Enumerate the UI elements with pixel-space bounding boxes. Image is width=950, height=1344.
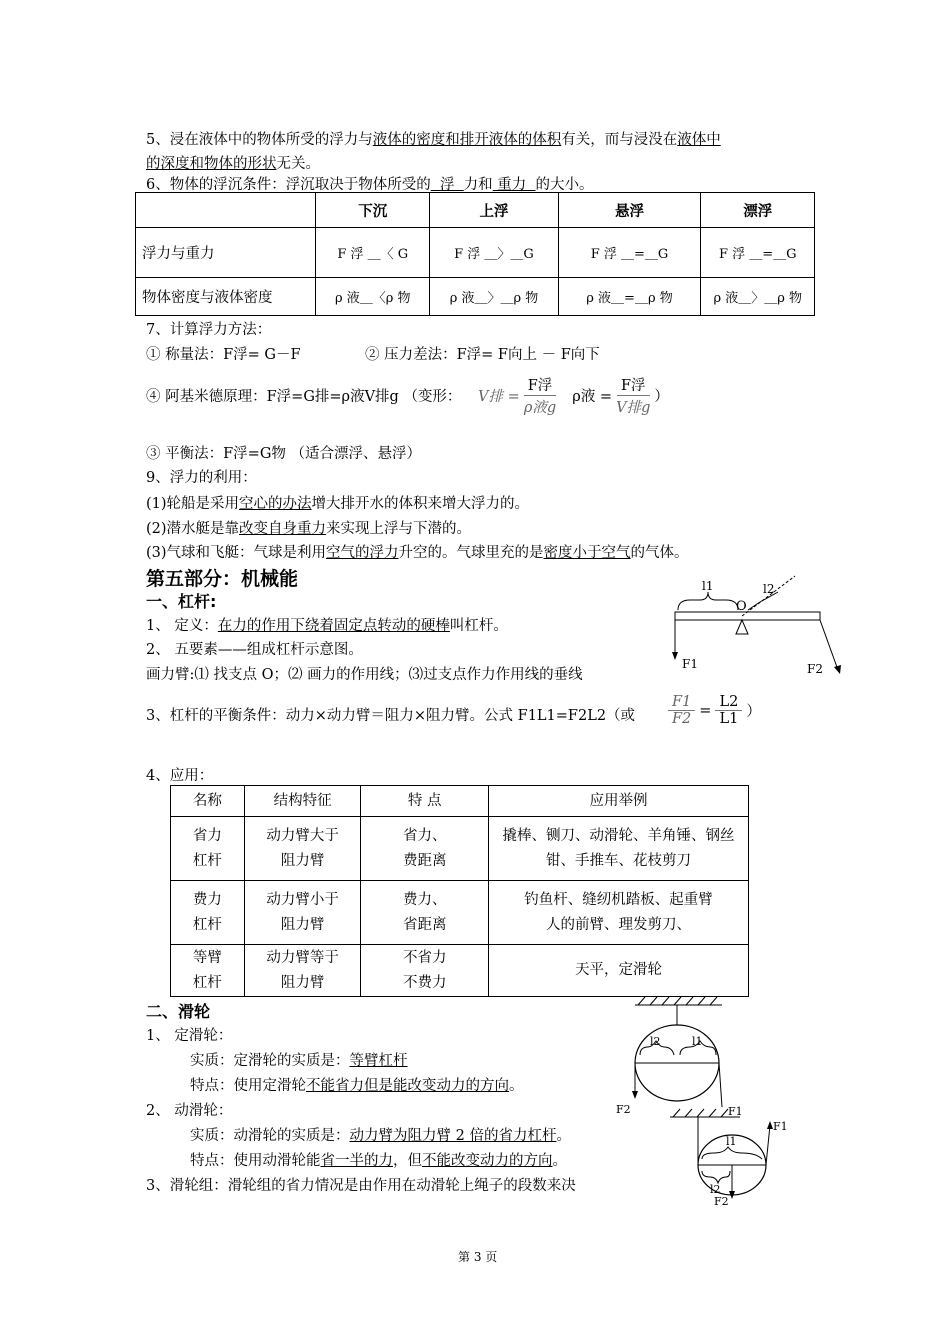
label-l1: l1 — [702, 579, 714, 593]
use-text: 的气体。 — [630, 545, 689, 561]
app-cell: 省力、 费距离 — [361, 817, 489, 881]
lever-five-elements: 2、 五要素——组成杠杆示意图。 — [146, 642, 363, 658]
fraction-numerator: L2 — [715, 694, 742, 711]
table-row-label: 物体密度与液体密度 — [136, 278, 316, 316]
brace-movable-l2 — [702, 1171, 730, 1183]
mp-feature-text: 特点：使用动滑轮能 — [190, 1153, 321, 1169]
fraction-numerator: F1 — [668, 694, 695, 711]
table-header-float: 漂浮 — [701, 193, 815, 228]
app-header: 应用举例 — [488, 786, 748, 817]
label-fixed-f1: F1 — [728, 1105, 743, 1118]
table-header-suspend: 悬浮 — [558, 193, 701, 228]
label-f2: F2 — [807, 662, 823, 676]
lever-definition — [146, 614, 508, 635]
fraction-denominator: L1 — [719, 711, 739, 727]
pulley-heading: 二、滑轮 — [146, 1002, 211, 1021]
balance-fraction: $\frac{F1}{F2}$ = $\frac{L2}{L1}$ ） — [664, 694, 761, 727]
table-row — [171, 817, 749, 881]
table-cell: ρ 液＿=＿ρ 物 — [558, 278, 701, 316]
table-row-label: 浮力与重力 — [136, 228, 316, 278]
fraction-numerator: F浮 — [524, 374, 557, 396]
table-cell: F 浮 ＿=＿G — [701, 228, 815, 278]
fp-feature-end: 。 — [509, 1078, 524, 1094]
app-header: 特 点 — [361, 786, 489, 817]
archimedes-text: ④ 阿基米德原理：F浮=G排=ρ液V排g （变形： — [146, 389, 462, 405]
fp-feature-underline: 不能省力但是能改变动力的方向 — [306, 1078, 509, 1094]
table-cell: ρ 液＿〈ρ 物 — [316, 278, 430, 316]
lever-diagram — [660, 570, 850, 680]
ceiling-hatch-fixed — [638, 997, 717, 1005]
app-cell: 省力 杠杆 — [171, 817, 245, 881]
archimedes-formulas — [478, 374, 669, 417]
app-cell: 撬棒、铡刀、动滑轮、羊角锤、钢丝 钳、手推车、花枝剪刀 — [488, 817, 748, 881]
app-cell: 动力臂小于 阻力臂 — [244, 881, 361, 945]
table-cell: F 浮 ＿〉＿G — [430, 228, 558, 278]
fraction-denominator: V排g — [616, 400, 651, 416]
table-cell: F 浮 ＿〈 G — [316, 228, 430, 278]
fraction-denominator: F2 — [672, 711, 692, 727]
use-text: 增大排开水的体积来增大浮力的。 — [311, 496, 530, 512]
table-row — [171, 945, 749, 997]
table-cell: ρ 液＿〉＿ρ 物 — [430, 278, 558, 316]
app-cell: 等臂 杠杆 — [171, 945, 245, 997]
use-underline: 密度小于空气 — [543, 545, 631, 561]
movable-rope-right — [766, 1125, 770, 1165]
table-cell: ρ 液＿〉＿ρ 物 — [701, 278, 815, 316]
fp-feature-text: 特点：使用定滑轮 — [190, 1078, 306, 1094]
fraction-f — [668, 694, 695, 727]
v-pai-label: V排 = — [478, 389, 520, 405]
arrow-fixed-f2 — [632, 1091, 638, 1099]
p6-underline-2: 重力 — [492, 177, 536, 193]
lever-heading: 一、杠杆: — [146, 592, 217, 611]
p5-underline-1: 液体的密度和排开液体的体积 — [372, 132, 562, 148]
fraction-l — [715, 694, 742, 727]
app-cell: 动力臂大于 阻力臂 — [244, 817, 361, 881]
fp-essence-underline: 等臂杠杆 — [349, 1053, 408, 1069]
use-text: (2)潜水艇是靠 — [146, 521, 240, 537]
app-header: 名称 — [171, 786, 245, 817]
fulcrum — [736, 620, 748, 634]
label-movable-l1: l1 — [726, 1135, 737, 1148]
lever-application-label: 4、应用： — [146, 768, 214, 784]
brace-movable-l1 — [702, 1147, 762, 1159]
use-submarine — [146, 517, 471, 538]
arrow-f1 — [672, 652, 678, 660]
app-cell: 钓鱼杆、缝纫机踏板、起重臂 人的前臂、理发剪刀、 — [488, 881, 748, 945]
page-number: 第 3 页 — [458, 1250, 498, 1264]
fraction-denominator: ρ液g — [523, 400, 557, 416]
fixed-pulley-essence — [190, 1049, 408, 1070]
p6-text-mid: 力和 — [463, 177, 493, 193]
method-archimedes — [146, 385, 461, 406]
mp-essence-text: 实质：动滑轮的实质是： — [190, 1128, 350, 1144]
close-paren: ） — [746, 704, 761, 720]
def-end: 叫杠杆。 — [449, 618, 508, 634]
fixed-pulley-feature — [190, 1074, 524, 1095]
use-text: 升空的。气球里充的是 — [398, 545, 544, 561]
p5-text-mid: 有关，而与浸没在 — [561, 132, 678, 148]
p5-text: 5、浸在液体中的物体所受的浮力与 — [146, 132, 373, 148]
label-l2: l2 — [763, 582, 775, 596]
mp-feature-underline: 不能改变动力的方向 — [422, 1153, 553, 1169]
use-balloon — [146, 541, 689, 562]
p5-underline-2a: 液体中 — [677, 132, 721, 148]
fraction-v — [524, 374, 557, 417]
balance-text: 3、杠杆的平衡条件：动力×动力臂＝阻力×阻力臂。公式 F1L1=F2L2（或 — [146, 708, 636, 724]
table-header-sink: 下沉 — [316, 193, 430, 228]
para-5-line2 — [146, 152, 320, 173]
use-underline: 改变自身重力 — [239, 521, 327, 537]
mp-essence-end: 。 — [556, 1128, 571, 1144]
app-cell: 不省力 不费力 — [361, 945, 489, 997]
use-text: 来实现上浮与下潜的。 — [326, 521, 472, 537]
movable-pulley-label: 2、 动滑轮： — [146, 1103, 233, 1119]
use-text: (1)轮船是采用 — [146, 496, 240, 512]
label-f1: F1 — [682, 657, 698, 671]
fixed-rope-right — [719, 1063, 722, 1107]
label-movable-f1: F1 — [773, 1120, 788, 1133]
app-cell: 天平，定滑轮 — [488, 945, 748, 997]
mp-feature-text: ，但 — [393, 1153, 422, 1169]
lever-balance — [146, 704, 635, 725]
pulley-diagram — [610, 995, 795, 1210]
ceiling-hatch-movable — [673, 1109, 728, 1117]
method-balance: ③ 平衡法：F浮=G物 （适合漂浮、悬浮） — [146, 446, 422, 462]
table-header-blank — [136, 193, 316, 228]
app-header: 结构特征 — [244, 786, 361, 817]
fp-essence-text: 实质：定滑轮的实质是： — [190, 1053, 350, 1069]
table-cell: F 浮 ＿=＿G — [558, 228, 701, 278]
table-header-rise: 上浮 — [430, 193, 558, 228]
use-underline: 空气的浮力 — [326, 545, 399, 561]
lever-arm-steps: 画力臂:⑴ 找支点 O；⑵ 画力的作用线；⑶过支点作力作用线的垂线 — [146, 667, 583, 683]
def-label: 1、 定义： — [146, 618, 218, 634]
para-6 — [146, 173, 594, 194]
brace-l1 — [678, 592, 738, 610]
mp-feature-end: 。 — [552, 1153, 567, 1169]
label-fixed-f2: F2 — [616, 1103, 631, 1116]
pulley-group: 3、滑轮组：滑轮组的省力情况是由作用在动滑轮上绳子的段数来决 — [146, 1178, 576, 1194]
mp-essence-underline: 动力臂为阻力臂 2 倍的省力杠杆 — [349, 1128, 557, 1144]
arrow-f2 — [834, 665, 841, 674]
para-9: 9、浮力的利用： — [146, 470, 257, 486]
app-cell: 动力臂等于 阻力臂 — [244, 945, 361, 997]
movable-pulley-essence — [190, 1124, 571, 1145]
use-text: (3)气球和飞艇：气球是利用 — [146, 545, 327, 561]
mp-feature-underline: 省一半的力 — [320, 1153, 393, 1169]
close-paren: ） — [654, 389, 669, 405]
p6-end: 的大小。 — [535, 177, 594, 193]
label-o: O — [736, 599, 747, 614]
lever-bar — [675, 612, 820, 620]
label-movable-f2: F2 — [714, 1195, 729, 1208]
method-weighing: ① 称量法：F浮= G－F — [146, 347, 301, 363]
use-ship — [146, 492, 529, 513]
para-5-line1 — [146, 128, 721, 149]
rho-label: ρ液 = — [572, 389, 613, 405]
def-underline: 在力的作用下绕着固定点转动的硬棒 — [217, 618, 450, 634]
lever-types-table — [170, 785, 749, 997]
p6-underline-1: 浮 — [430, 177, 464, 193]
table-row — [171, 881, 749, 945]
app-cell: 费力 杠杆 — [171, 881, 245, 945]
section-title: 第五部分：机械能 — [146, 568, 299, 590]
p5-underline-2b: 的深度和物体的形状 — [146, 156, 277, 172]
fraction-rho — [616, 374, 650, 417]
use-underline: 空心的办法 — [239, 496, 312, 512]
movable-pulley-feature — [190, 1149, 567, 1170]
method-pressure-diff: ② 压力差法：F浮= F向上 － F向下 — [365, 347, 600, 363]
fraction-numerator: F浮 — [617, 374, 650, 396]
label-movable-l2: l2 — [710, 1183, 721, 1196]
p5-end: 无关。 — [276, 156, 320, 172]
app-cell: 费力、 省距离 — [361, 881, 489, 945]
label-fixed-l2: l2 — [650, 1035, 661, 1048]
label-fixed-l1: l1 — [692, 1035, 703, 1048]
p6-text: 6、物体的浮沉条件：浮沉取决于物体所受的 — [146, 177, 431, 193]
fixed-pulley-label: 1、 定滑轮： — [146, 1028, 233, 1044]
sink-float-table — [135, 192, 815, 316]
para-7: 7、计算浮力方法： — [146, 322, 272, 338]
